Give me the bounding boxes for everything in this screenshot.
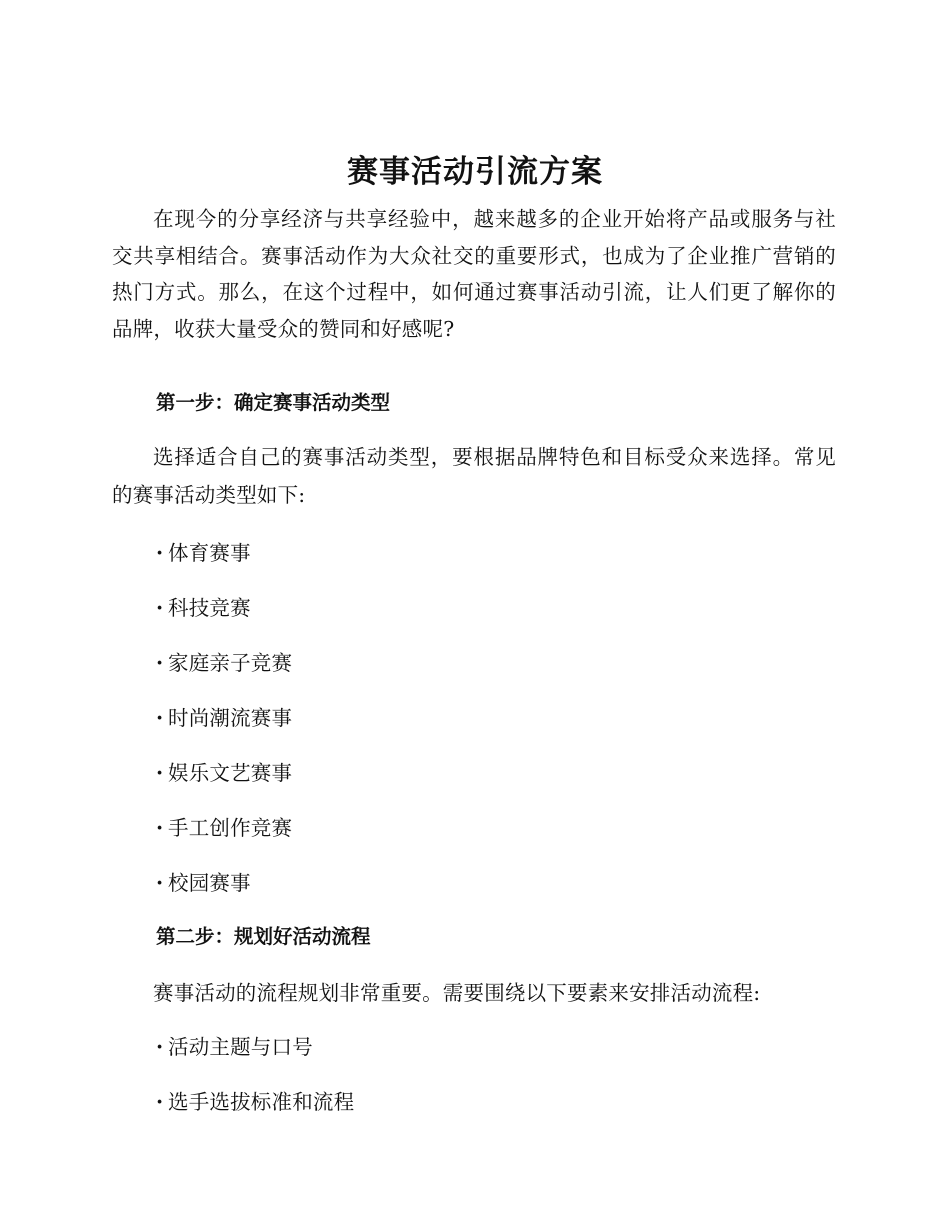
list-item-label: 校园赛事 [168, 871, 251, 895]
bullet-marker: · [156, 596, 164, 620]
list-item [156, 1087, 354, 1117]
bullet-marker: · [156, 816, 164, 840]
list-item-label: 科技竞赛 [168, 596, 251, 620]
list-item [156, 758, 292, 788]
list-item-label: 选手选拔标准和流程 [168, 1090, 355, 1114]
bullet-marker: · [156, 706, 164, 730]
bullet-marker: · [156, 1090, 164, 1114]
list-item [156, 593, 251, 623]
list-item [156, 1032, 313, 1062]
intro-paragraph: 在现今的分享经济与共享经验中，越来越多的企业开始将产品或服务与社交共享相结合。赛事活动作为大众社交的重要形式，也成为了企业推广营销的热门方式。那么，在这个过程中，如何通过赛事活动引流，让人们更了解你的品牌，收获大量受众的赞同和好感呢? [112, 207, 836, 341]
step1-paragraph: 选择适合自己的赛事活动类型，要根据品牌特色和目标受众来选择。常见的赛事活动类型如下: [112, 445, 836, 507]
list-item [156, 538, 251, 568]
bullet-marker: · [156, 541, 164, 565]
bullet-marker: · [156, 871, 164, 895]
step1-heading: 第一步：确定赛事活动类型 [156, 391, 391, 414]
bullet-marker: · [156, 651, 164, 675]
list-item-label: 时尚潮流赛事 [168, 706, 293, 730]
list-item [156, 648, 292, 678]
document-title: 赛事活动引流方案 [347, 154, 603, 190]
step2-heading: 第二步：规划好活动流程 [156, 925, 371, 948]
bullet-marker: · [156, 1035, 164, 1059]
step2-paragraph: 赛事活动的流程规划非常重要。需要围绕以下要素来安排活动流程: [153, 981, 761, 1005]
list-item-label: 娱乐文艺赛事 [168, 761, 293, 785]
bullet-marker: · [156, 761, 164, 785]
list-item-label: 手工创作竞赛 [168, 816, 293, 840]
list-item-label: 体育赛事 [168, 541, 251, 565]
list-item-label: 家庭亲子竞赛 [168, 651, 293, 675]
list-item-label: 活动主题与口号 [168, 1035, 313, 1059]
list-item [156, 868, 251, 898]
list-item [156, 703, 292, 733]
list-item [156, 813, 292, 843]
